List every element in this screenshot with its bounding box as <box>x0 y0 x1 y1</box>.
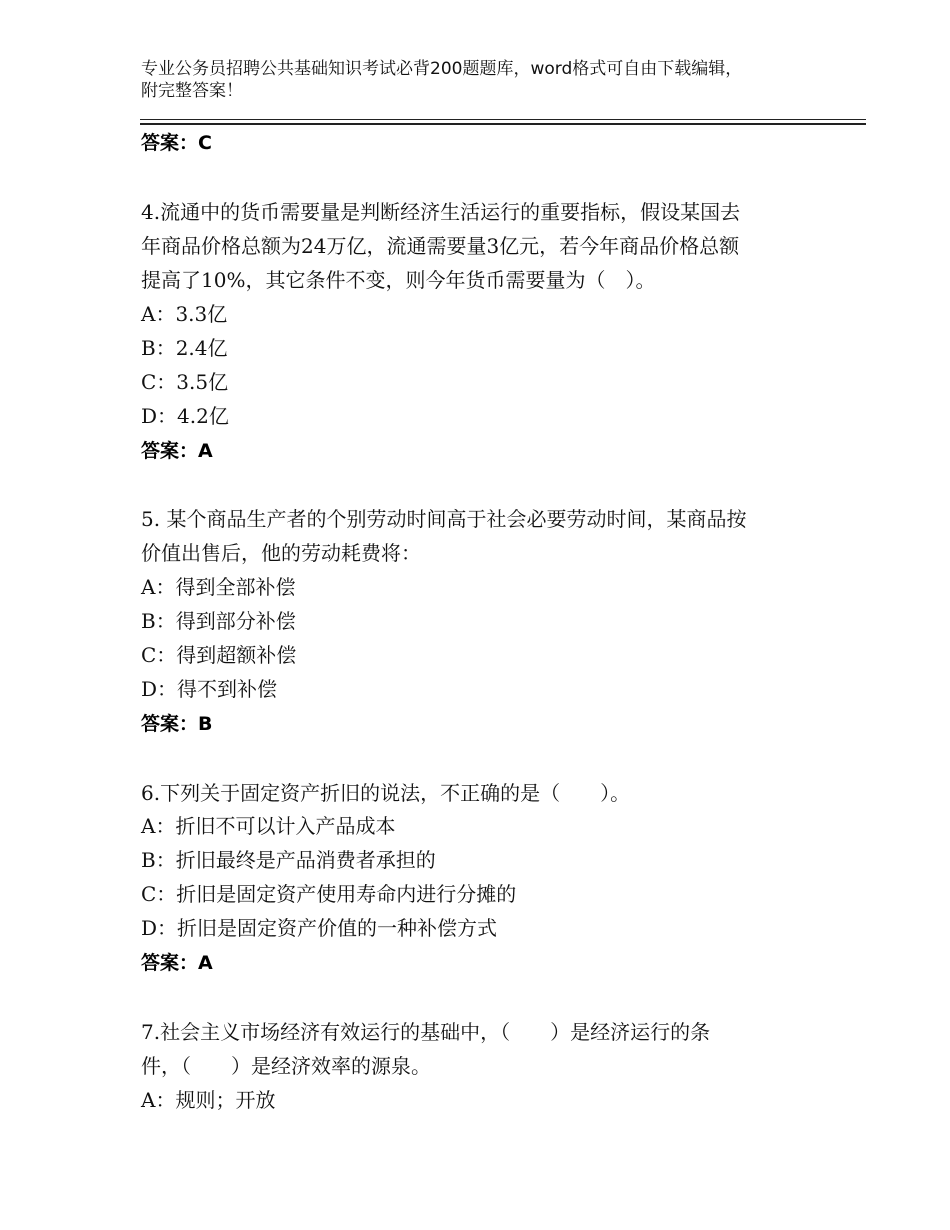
question-7-line-2: 件，（ ）是经济效率的源泉。 <box>141 1054 431 1078</box>
question-4-option-d: D：4.2亿 <box>141 404 229 428</box>
question-7 <box>141 1015 821 1083</box>
question-5-line-2: 价值出售后，他的劳动耗费将： <box>141 541 421 565</box>
answer-q5: 答案：B <box>141 713 213 735</box>
question-6-option-a: A：折旧不可以计入产品成本 <box>141 814 396 838</box>
answer-q4: 答案：A <box>141 440 213 462</box>
question-4-option-c: C：3.5亿 <box>141 370 229 394</box>
question-4-option-a: A：3.3亿 <box>141 302 228 326</box>
question-6 <box>141 776 821 810</box>
question-6-option-d: D：折旧是固定资产价值的一种补偿方式 <box>141 916 498 940</box>
question-5 <box>141 502 821 570</box>
question-4-option-b: B：2.4亿 <box>141 336 228 360</box>
question-4-line-2: 年商品价格总额为24万亿，流通需要量3亿元，若今年商品价格总额 <box>141 234 740 258</box>
answer-q3: 答案：C <box>141 132 212 154</box>
question-5-option-b: B：得到部分补偿 <box>141 609 296 633</box>
question-5-option-a: A：得到全部补偿 <box>141 575 296 599</box>
header-divider <box>140 119 866 125</box>
question-4-line-3: 提高了10%，其它条件不变，则今年货币需要量为（ ）。 <box>141 268 656 292</box>
question-4 <box>141 195 821 297</box>
page-header <box>141 58 841 102</box>
question-6-line-1: 6.下列关于固定资产折旧的说法，不正确的是（ ）。 <box>141 781 631 805</box>
header-line-1: 专业公务员招聘公共基础知识考试必背200题题库，word格式可自由下载编辑， <box>141 59 743 79</box>
question-5-line-1: 5. 某个商品生产者的个别劳动时间高于社会必要劳动时间，某商品按 <box>141 507 747 531</box>
question-7-option-a: A：规则；开放 <box>141 1088 276 1112</box>
question-6-option-b: B：折旧最终是产品消费者承担的 <box>141 848 436 872</box>
question-6-option-c: C：折旧是固定资产使用寿命内进行分摊的 <box>141 882 517 906</box>
header-line-2: 附完整答案！ <box>141 81 243 101</box>
question-7-line-1: 7.社会主义市场经济有效运行的基础中，（ ）是经济运行的条 <box>141 1020 711 1044</box>
answer-q6: 答案：A <box>141 952 213 974</box>
question-4-line-1: 4.流通中的货币需要量是判断经济生活运行的重要指标，假设某国去 <box>141 200 741 224</box>
question-5-option-d: D：得不到补偿 <box>141 677 278 701</box>
question-5-option-c: C：得到超额补偿 <box>141 643 297 667</box>
